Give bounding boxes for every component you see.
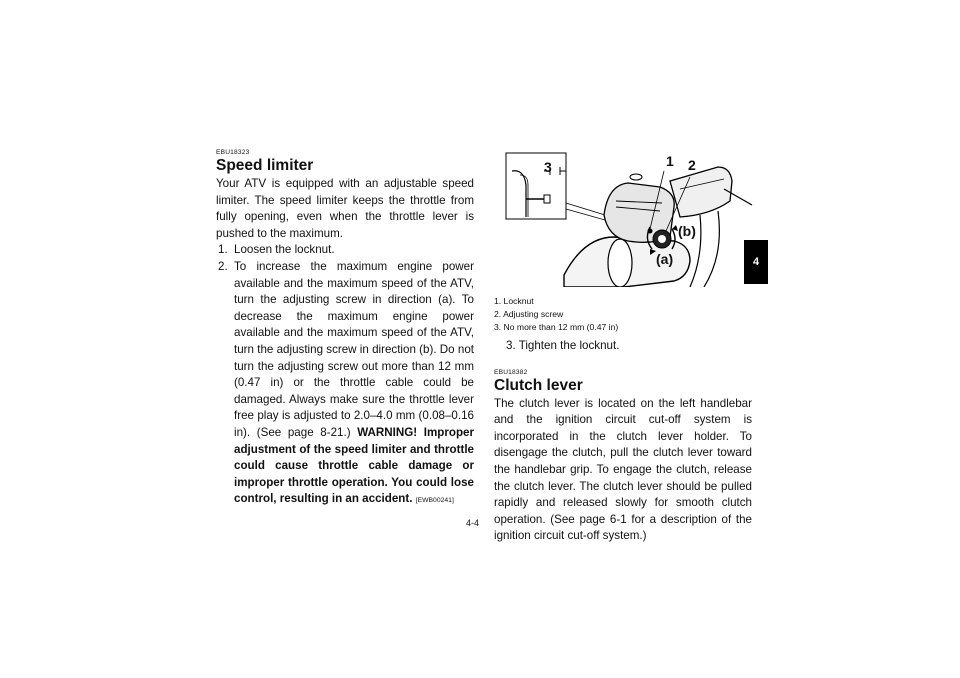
warning-code: [EWB00241] [415, 497, 454, 505]
step-number: 2. [218, 259, 228, 273]
section-title-clutch-lever: Clutch lever [494, 376, 583, 394]
caption-item: 2. Adjusting screw [494, 309, 564, 319]
speed-limiter-intro: Your ATV is equipped with an adjustable speed limiter. The speed limiter keeps the throttle from fully opening, even when the throttle lever is pushed to the maximum. [216, 177, 474, 240]
step-number: 3. [506, 339, 516, 352]
step-text: Loosen the locknut. [234, 243, 335, 257]
callout-b: (b) [678, 223, 696, 239]
page-number: 4-4 [466, 518, 480, 528]
callout-2: 2 [688, 157, 696, 173]
clutch-lever-text: The clutch lever is located on the left handlebar and the ignition circuit cut-off system is incorporated in the clutch lever holder. To disengage the clutch, pull the clutch lever toward the handlebar grip. To engage the clutch, release the clutch lever. The clutch lever should be pulled rapidly and released slowly for smooth clutch operation. (See page 6-1 for a description of the ignition circuit cut-off system.) [494, 396, 752, 543]
chapter-tab: 4 [744, 240, 768, 284]
section-code: EBU18323 [216, 149, 250, 156]
step-item [216, 259, 474, 510]
step-item [494, 338, 752, 355]
step-item [216, 242, 474, 259]
caption-item: 1. Locknut [494, 296, 534, 306]
section-title-speed-limiter: Speed limiter [216, 157, 314, 174]
step-text: Tighten the locknut. [518, 339, 620, 352]
callout-a: (a) [656, 251, 674, 267]
section-code: EBU18382 [494, 368, 528, 376]
left-column [216, 148, 474, 510]
callout-3: 3 [544, 159, 552, 175]
clutch-lever-section [494, 368, 752, 545]
warning-text: WARNING! Improper adjustment of the speed limiter and throttle could cause throttle cable damage or improper throttle operation. You could lose control, resulting in an accident. [234, 425, 474, 506]
callout-1: 1 [666, 153, 674, 169]
step-number: 1. [218, 243, 228, 257]
speed-limiter-steps [216, 242, 474, 510]
right-column [494, 145, 752, 545]
caption-item: 3. No more than 12 mm (0.47 in) [494, 322, 619, 332]
throttle-illustration [504, 145, 754, 287]
step-text: To increase the maximum engine power available and the maximum speed of the ATV, turn the adjusting screw in direction (a). To decrease the maximum engine power available and the maximum speed of the ATV, turn the adjusting screw in direction (b). Do not turn the adjusting screw out more than 12 mm (0.47 in) or the throttle cable could be damaged. Always make sure the throttle lever free play is adjusted to 2.0–4.0 mm (0.08–0.16 in). (See page 8-21.) [234, 259, 474, 439]
throttle-figure [504, 145, 754, 287]
figure-captions [494, 295, 752, 334]
